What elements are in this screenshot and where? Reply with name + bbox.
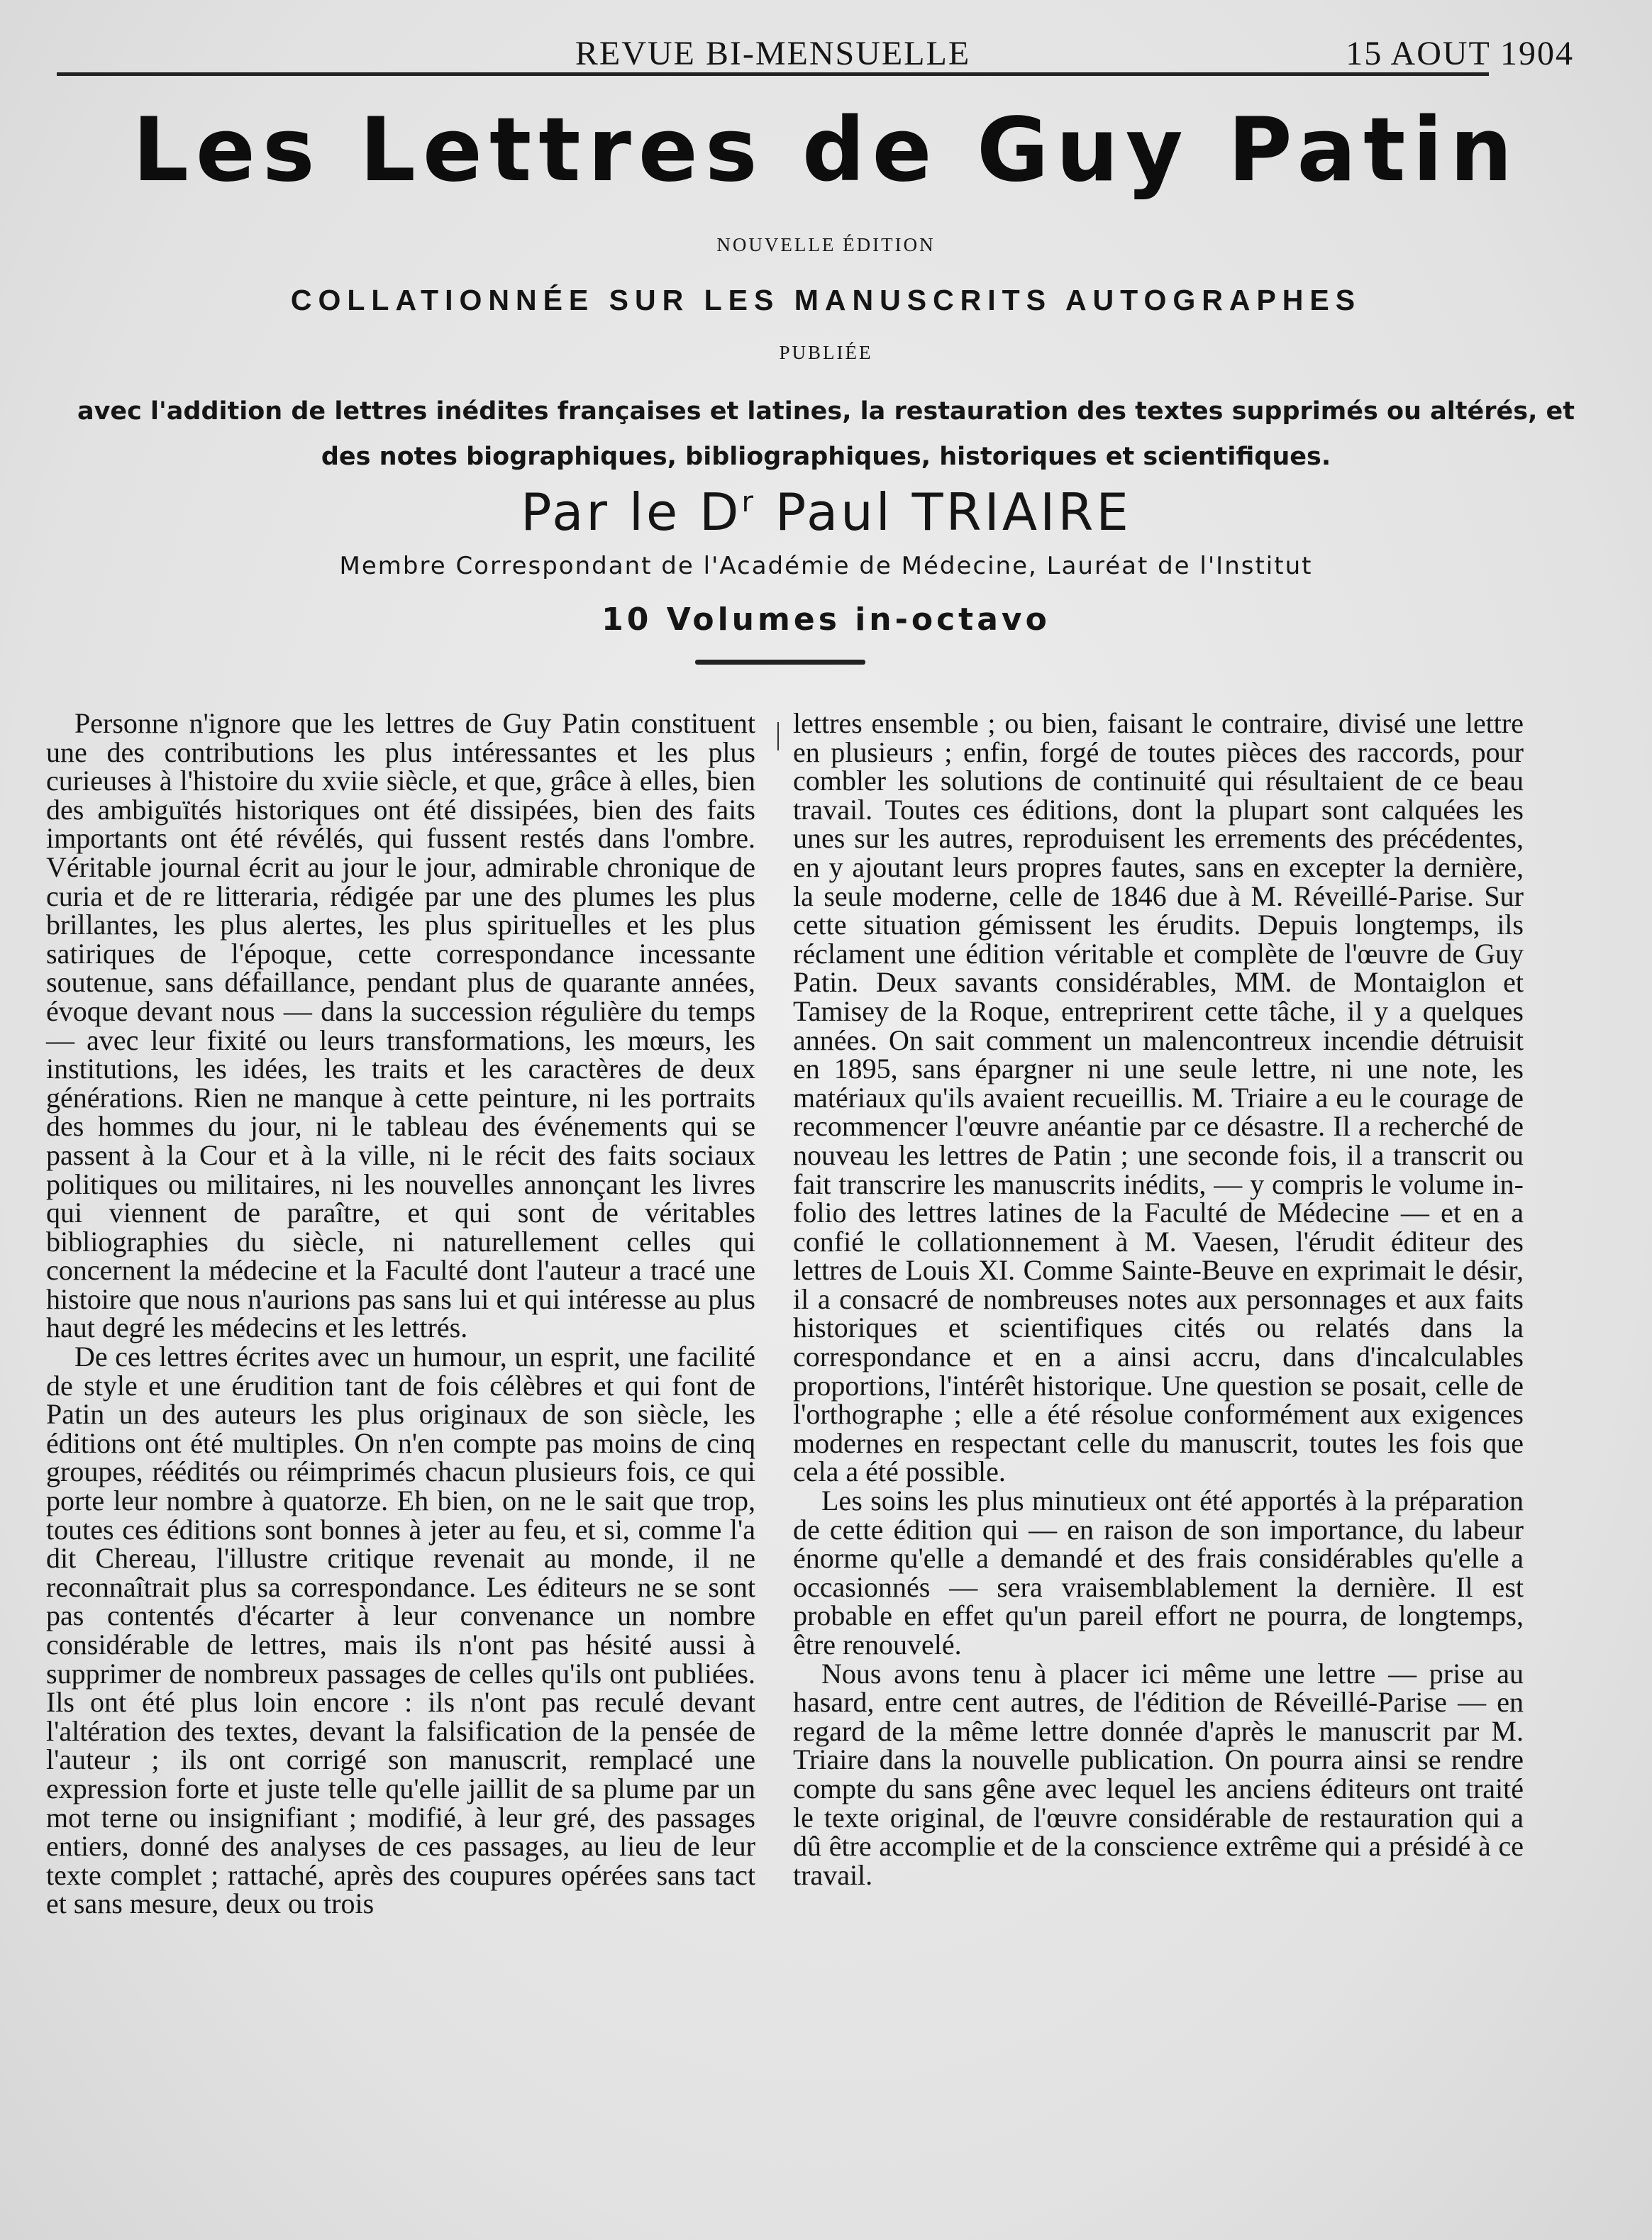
paragraph: Personne n'ignore que les lettres de Guy Patin constituent une des contributions les plus intéressantes et les plus curieuses à l'histoire du xviie siècle, et que, grâce à elles, bien des ambiguïtés historiques ont été dissipées, bien des faits importants ont été révélés, qui fussent restés dans l'ombre. Véritable journal écrit au jour le jour, admirable chronique de curia et de re litteraria, rédigée par une des plumes les plus brillantes, les plus alertes, les plus spirituelles et les plus satiriques de l'époque, cette correspondance incessante soutenue, sans défaillance, pendant plus de quarante années, évoque devant nous — dans la succession régulière du temps — avec leur fixité ou leurs transformations, les mœurs, les institutions, les idées, les traits et les caractères de deux générations. Rien ne manque à cette peinture, ni les portraits des hommes du jour, ni le tableau des événements qui se passent à la Cour et à la ville, ni le récit des faits sociaux politiques ou militaires, ni les nouvelles annonçant les livres qui viennent de paraître, et qui sont de véritables bibliographies du siècle, ni naturellement celles qui concernent la médecine et la Faculté dont l'auteur a tracé une histoire que nous n'aurions pas sans lui et qui intéresse au plus haut degré les médecins et les lettrés. (46, 707, 755, 1344)
volume-count: 10 Volumes in-octavo (602, 601, 1050, 638)
ornamental-rule (695, 660, 865, 665)
issue-date: 15 AOUT 1904 (1346, 35, 1574, 72)
author-prefix-sup: r (741, 486, 756, 519)
paragraph: lettres ensemble ; ou bien, faisant le contraire, divisé une lettre en plusieurs ; enfin, forgé de toutes pièces des raccords, pour combler les solutions de continuité qui résultaient de ce beau travail. Toutes ces éditions, dont la plupart sont calquées les unes sur les autres, reproduisent les errements des précédentes, en y ajoutant leurs propres fautes, sans en excepter la dernière, la seule moderne, celle de 1846 due à M. Réveillé-Parise. Sur cette situation gémissent les érudits. Depuis longtemps, ils réclament une édition véritable et complète de l'œuvre de Guy Patin. Deux savants considérables, MM. de Montaiglon et Tamisey de la Roque, entreprirent cette tâche, il y a quelques années. On sait comment un malencontreux incendie détruisit en 1895, sans épargner ni une seule lettre, ni une note, les matériaux qu'ils avaient recueillis. M. Triaire a eu le courage de recommencer l'œuvre anéantie par ce désastre. Il a recherché de nouveau les lettres de Patin ; une seconde fois, il a transcrit ou fait transcrire les manuscrits inédits, — y compris le volume in-folio des lettres latines de la Faculté de Médecine — et en a confié le collationnement à M. Vaesen, l'érudit éditeur des lettres de Louis XI. Comme Sainte-Beuve en exprimait le désir, il a consacré de nombreuses notes aux personnages et aux faits historiques et scientifiques cités ou relatés dans la correspondance et en a ainsi accru, dans d'incalculables proportions, l'intérêt historique. Une question se posait, celle de l'orthographe ; elle a été résolue conformément aux exigences modernes en respectant celle du manuscrit, toutes les fois que cela a été possible. (793, 707, 1524, 1488)
publication-name: REVUE BI-MENSUELLE (575, 35, 971, 72)
published-label: PUBLIÉE (779, 342, 873, 363)
paragraph: De ces lettres écrites avec un humour, un esprit, une facilité de style et une érudition tant de fois célèbres et qui font de Patin un des auteurs les plus originaux de son siècle, les éditions ont été multiples. On n'en compte pas moins de cinq groupes, réédités ou réimprimés chacun plusieurs fois, ce qui porte leur nombre à quatorze. Eh bien, on ne le sait que trop, toutes ces éditions sont bonnes à jeter au feu, et si, comme l'a dit Chereau, l'illustre critique revenait au monde, il ne reconnaîtrait plus sa correspondance. Les éditeurs ne se sont pas contentés d'écarter à leur convenance un nombre considérable de lettres, mais ils n'ont pas hésité aussi à supprimer de nombreux passages de celles qu'ils ont publiées. Ils ont été plus loin encore : ils n'ont pas reculé devant l'altération des textes, devant la falsification de la pensée de l'auteur ; ils ont corrigé son manuscrit, remplacé une expression forte et juste telle qu'elle jaillit de sa plume par un mot terne ou insignifiant ; modifié, à leur gré, des passages entiers, donné des analyses de ces passages, au lieu de leur texte complet ; rattaché, après des coupures opérées sans tact et sans mesure, deux ou trois (46, 1341, 755, 1920)
collation-heading: COLLATIONNÉE SUR LES MANUSCRITS AUTOGRAPHES (290, 284, 1362, 316)
paragraph: Nous avons tenu à placer ici même une lettre — prise au hasard, entre cent autres, de l'édition de Réveillé-Parise — en regard de la même lettre donnée d'après le manuscrit par M. Triaire dans la nouvelle publication. On pourra ainsi se rendre compte du sans gêne avec lequel les anciens éditeurs ont traité le texte original, de l'œuvre considérable de restauration qui a dû être accomplie et de la conscience extrême qui a présidé à ce travail. (793, 1657, 1524, 1891)
author-name: Paul TRIAIRE (775, 482, 1131, 542)
author-line (43, 482, 1609, 542)
body-column-left (46, 709, 755, 1919)
body-column-right (793, 709, 1524, 1890)
article-title: Les Lettres de Guy Patin (132, 99, 1520, 201)
edition-label: NOUVELLE ÉDITION (716, 234, 936, 255)
running-head (57, 30, 1574, 76)
author-prefix: Par le D (521, 482, 742, 542)
author-affiliation: Membre Correspondant de l'Académie de Médecine, Lauréat de l'Institut (339, 552, 1313, 580)
paragraph: Les soins les plus minutieux ont été apportés à la préparation de cette édition qui — en raison de son importance, du labeur énorme qu'elle a demandé et des frais considérables qu'elle a occasionnés — sera vraisemblablement la dernière. Il est probable en effet qu'un pareil effort ne pourra, de longtemps, être renouvelé. (793, 1485, 1524, 1660)
column-divider (777, 722, 779, 750)
edition-description: avec l'addition de lettres inédites françaises et latines, la restauration des textes supprimés ou altérés, et des notes biographiques, bibliographiques, historiques et scientifiques. (77, 397, 1575, 471)
